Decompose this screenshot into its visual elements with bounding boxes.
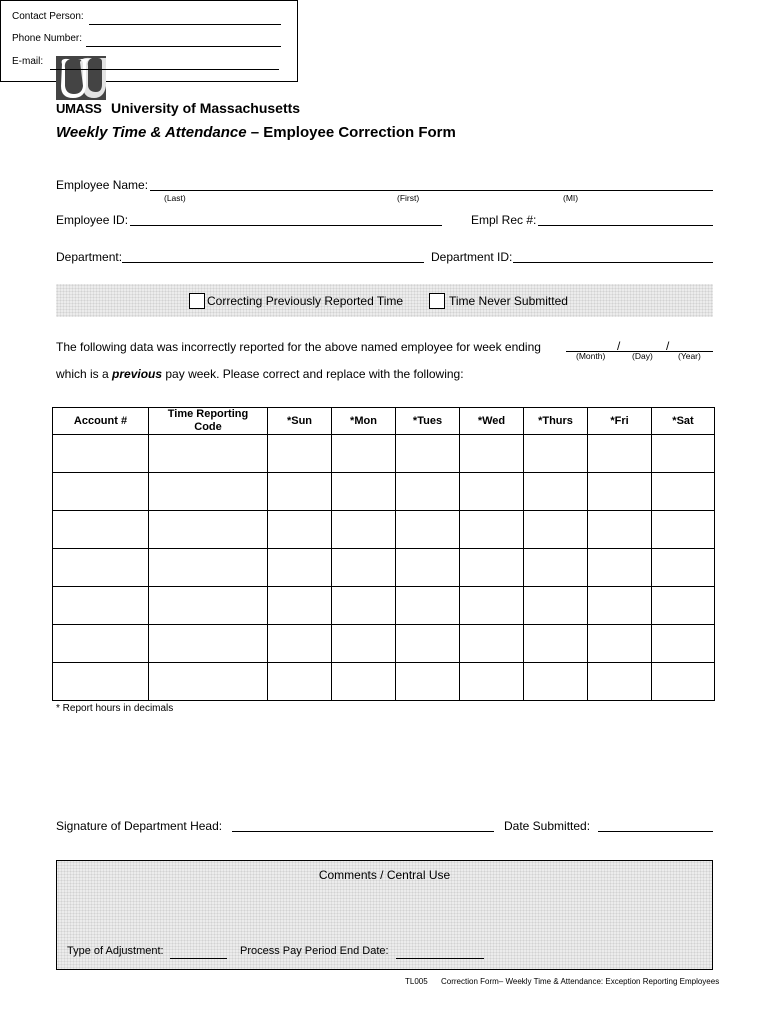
table-cell[interactable] — [396, 511, 460, 549]
table-cell[interactable] — [53, 511, 149, 549]
table-cell[interactable] — [332, 549, 396, 587]
process-label: Process Pay Period End Date: — [240, 945, 389, 957]
table-cell[interactable] — [268, 473, 332, 511]
comments-title: Comments / Central Use — [318, 868, 451, 882]
table-cell[interactable] — [524, 435, 588, 473]
employee-id-field[interactable] — [130, 225, 442, 226]
empl-rec-label: Empl Rec #: — [471, 213, 537, 227]
process-field[interactable] — [396, 958, 484, 959]
table-cell[interactable] — [332, 625, 396, 663]
date-submitted-field[interactable] — [598, 831, 713, 832]
table-cell[interactable] — [396, 549, 460, 587]
table-cell[interactable] — [268, 625, 332, 663]
date-submitted-label: Date Submitted: — [504, 819, 591, 833]
table-cell[interactable] — [53, 435, 149, 473]
signature-label: Signature of Department Head: — [56, 819, 223, 833]
table-cell[interactable] — [268, 663, 332, 701]
table-cell[interactable] — [396, 663, 460, 701]
footer-code: TL005 — [405, 977, 428, 986]
col-tues: *Tues — [396, 408, 460, 435]
employee-name-label: Employee Name: — [56, 178, 149, 192]
contact-person-label: Contact Person: — [12, 11, 84, 22]
table-cell[interactable] — [53, 663, 149, 701]
table-cell[interactable] — [652, 435, 715, 473]
table-cell[interactable] — [588, 625, 652, 663]
comments-box — [56, 860, 713, 970]
phone-label: Phone Number: — [12, 33, 83, 44]
col-time-reporting-code: Time Reporting Code — [149, 408, 268, 435]
table-cell[interactable] — [332, 473, 396, 511]
correcting-label: Correcting Previously Reported Time — [207, 294, 404, 308]
table-cell[interactable] — [149, 587, 268, 625]
employee-name-field[interactable] — [150, 190, 713, 191]
table-cell[interactable] — [460, 549, 524, 587]
table-cell[interactable] — [588, 549, 652, 587]
table-row — [53, 511, 715, 549]
previous-emphasis: previous — [112, 367, 163, 381]
col-mon: *Mon — [332, 408, 396, 435]
table-cell[interactable] — [149, 435, 268, 473]
department-field[interactable] — [122, 262, 424, 263]
table-cell[interactable] — [460, 625, 524, 663]
table-cell[interactable] — [268, 511, 332, 549]
table-cell[interactable] — [53, 625, 149, 663]
table-cell[interactable] — [652, 511, 715, 549]
footnote: * Report hours in decimals — [56, 703, 174, 714]
previous-week-sentence — [56, 367, 464, 381]
table-cell[interactable] — [588, 511, 652, 549]
table-cell[interactable] — [396, 625, 460, 663]
form-title-rest: – Employee Correction Form — [246, 124, 456, 141]
table-cell[interactable] — [53, 549, 149, 587]
month-caption: (Month) — [576, 351, 606, 361]
table-cell[interactable] — [652, 625, 715, 663]
umass-logo — [56, 56, 106, 100]
table-cell[interactable] — [460, 663, 524, 701]
logo-university: University of Massachusetts — [111, 100, 301, 116]
table-cell[interactable] — [524, 625, 588, 663]
slash-2: / — [666, 339, 670, 353]
correcting-checkbox[interactable] — [189, 293, 205, 309]
email-label: E-mail: — [12, 56, 44, 67]
table-cell[interactable] — [524, 473, 588, 511]
empl-rec-field[interactable] — [538, 225, 713, 226]
table-cell[interactable] — [652, 587, 715, 625]
adjustment-label: Type of Adjustment: — [67, 945, 164, 957]
table-cell[interactable] — [396, 435, 460, 473]
table-cell[interactable] — [53, 473, 149, 511]
table-cell[interactable] — [268, 435, 332, 473]
table-row — [53, 587, 715, 625]
col-sat: *Sat — [652, 408, 715, 435]
table-cell[interactable] — [332, 435, 396, 473]
adjustment-field[interactable] — [170, 958, 227, 959]
col-sun: *Sun — [268, 408, 332, 435]
logo-org: UMASS — [56, 101, 102, 116]
table-cell[interactable] — [524, 511, 588, 549]
table-cell[interactable] — [332, 511, 396, 549]
table-cell[interactable] — [652, 663, 715, 701]
table-cell[interactable] — [53, 587, 149, 625]
table-cell[interactable] — [652, 473, 715, 511]
day-caption: (Day) — [632, 351, 653, 361]
phone-field[interactable] — [86, 46, 281, 47]
table-cell[interactable] — [652, 549, 715, 587]
table-cell[interactable] — [460, 587, 524, 625]
slash-1: / — [617, 339, 621, 353]
table-row — [53, 473, 715, 511]
table-cell[interactable] — [332, 663, 396, 701]
department-id-label: Department ID: — [431, 250, 513, 264]
table-cell[interactable] — [460, 435, 524, 473]
umass-logo-mark — [56, 56, 106, 100]
form-title-italic: Weekly Time & Attendance — [56, 124, 247, 141]
table-cell[interactable] — [149, 663, 268, 701]
table-cell[interactable] — [149, 625, 268, 663]
department-label: Department: — [56, 250, 123, 264]
first-caption: (First) — [397, 193, 420, 203]
table-cell[interactable] — [268, 549, 332, 587]
table-cell[interactable] — [588, 663, 652, 701]
time-table — [52, 407, 715, 701]
table-row — [53, 435, 715, 473]
col-account: Account # — [53, 408, 149, 435]
table-cell[interactable] — [524, 549, 588, 587]
contact-box — [0, 0, 298, 82]
department-id-field[interactable] — [513, 262, 713, 263]
table-cell[interactable] — [588, 473, 652, 511]
table-cell[interactable] — [149, 511, 268, 549]
previous-text-a: which is a — [56, 367, 113, 381]
footer-desc: Correction Form– Weekly Time & Attendance: Exception Reporting Employees — [441, 977, 720, 986]
never-submitted-label: Time Never Submitted — [449, 294, 568, 308]
email-field[interactable] — [50, 69, 279, 70]
contact-person-field[interactable] — [89, 24, 281, 25]
week-sentence: The following data was incorrectly reported for the above named employee for week ending — [56, 340, 541, 354]
table-cell[interactable] — [149, 473, 268, 511]
table-cell[interactable] — [332, 587, 396, 625]
table-cell[interactable] — [524, 663, 588, 701]
table-row — [53, 663, 715, 701]
mi-caption: (MI) — [563, 193, 579, 203]
table-row — [53, 549, 715, 587]
col-wed: *Wed — [460, 408, 524, 435]
table-cell[interactable] — [396, 473, 460, 511]
never-submitted-checkbox[interactable] — [429, 293, 445, 309]
year-caption: (Year) — [678, 351, 701, 361]
table-cell[interactable] — [396, 587, 460, 625]
table-cell[interactable] — [524, 587, 588, 625]
table-cell[interactable] — [460, 473, 524, 511]
last-caption: (Last) — [164, 193, 186, 203]
col-thurs: *Thurs — [524, 408, 588, 435]
previous-text-b: pay week. Please correct and replace with the following: — [162, 367, 464, 381]
table-cell[interactable] — [149, 549, 268, 587]
table-row — [53, 625, 715, 663]
table-cell[interactable] — [588, 587, 652, 625]
signature-field[interactable] — [232, 831, 494, 832]
employee-id-label: Employee ID: — [56, 213, 129, 227]
table-cell[interactable] — [588, 435, 652, 473]
table-cell[interactable] — [268, 587, 332, 625]
table-cell[interactable] — [460, 511, 524, 549]
form-title — [56, 124, 456, 141]
col-fri: *Fri — [588, 408, 652, 435]
